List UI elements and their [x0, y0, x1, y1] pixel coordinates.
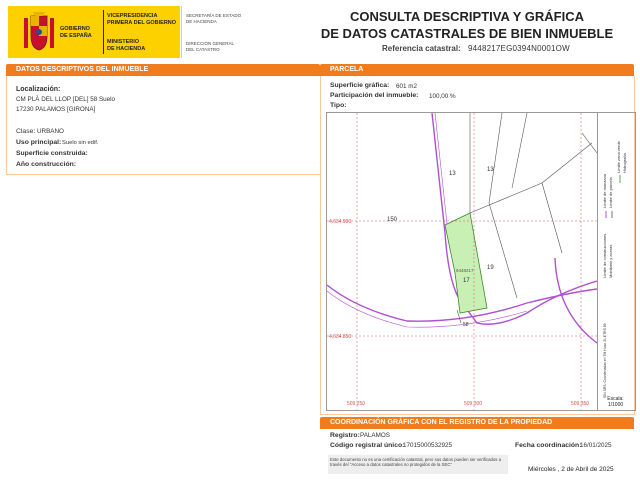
codigo-registral-label: Código registral único: [330, 442, 405, 449]
anio-construccion-label: Año construcción: [16, 161, 77, 168]
participacion-label: Participación del inmueble: [330, 92, 419, 99]
registro-label: Registro: [330, 432, 360, 439]
map-label: 509.350 [571, 401, 590, 407]
direccion-label: DIRECCIÓN GENERAL DEL CATASTRO [186, 41, 235, 52]
uso-label: Uso principal: [16, 139, 62, 146]
svg-text:Límite de construcciones: Límite de construcciones [602, 233, 607, 278]
cadastral-map[interactable] [326, 112, 598, 411]
map-label: 150 [387, 217, 398, 223]
superficie-grafica-value: 601 m2 [396, 83, 418, 90]
fecha-coordinacion-label: Fecha coordinación: [515, 442, 582, 449]
svg-text:Mobiliario y aceras: Mobiliario y aceras [608, 244, 613, 278]
svg-text:SIN SRS: Coordenadas en TM Hus: SIN SRS: Coordenadas en TM Huso 31 ETRS 89 [603, 323, 607, 398]
superficie-construida-label: Superficie construida: [16, 150, 88, 157]
map-label: 509.250 [347, 401, 366, 407]
map-label: 17 [463, 278, 470, 284]
disclaimer-note: Este documento no es una certificación catastral, pero sus datos pueden ser verificados a través del "Acceso a datos catastrales no protegidos de la SEC" [328, 455, 508, 474]
map-label: 19 [487, 265, 494, 271]
svg-text:Límite zona verde: Límite zona verde [616, 141, 621, 173]
ministerio-label: MINISTERIO DE HACIENDA [107, 39, 146, 52]
svg-text:Hidrografía: Hidrografía [622, 153, 627, 173]
secretaria-label: SECRETARÍA DE ESTADO DE HACIENDA [186, 13, 242, 24]
codigo-registral-value: 17015000532925 [403, 442, 453, 449]
map-legend [597, 112, 636, 411]
clase-value: URBANO [37, 128, 64, 135]
map-label: 13 [487, 167, 494, 173]
header-divider [181, 6, 182, 58]
map-label: 9448217 [456, 268, 474, 273]
vicepresidencia-label: VICEPRESIDENCIA PRIMERA DEL GOBIERNO [107, 13, 177, 26]
svg-text:Límite de parcela: Límite de parcela [608, 177, 613, 208]
map-drawing [327, 113, 597, 410]
participacion-value: 100,00 % [429, 93, 456, 100]
issue-date: Miércoles , 2 de Abril de 2025 [528, 466, 614, 473]
scale-indicator: Escala: 1/1000 [607, 396, 624, 408]
coordinacion-section-header: COORDINACIÓN GRÁFICA CON EL REGISTRO DE LA PROPIEDAD [320, 417, 634, 429]
map-label: 13 [449, 171, 456, 177]
localizacion-label: Localización: [16, 86, 61, 93]
referencia-label: Referencia catastral: [382, 44, 461, 53]
registro-value: PALAMOS [360, 432, 390, 439]
datos-section-header: DATOS DESCRIPTIVOS DEL INMUEBLE [6, 64, 320, 76]
map-label: 4.634.850 [329, 334, 352, 340]
parcela-section-header: PARCELA [320, 64, 634, 76]
clase-label: Clase: [16, 128, 36, 135]
gobierno-label: GOBIERNO DE ESPAÑA [60, 26, 92, 39]
map-label: 4.634.900 [329, 219, 352, 225]
page-title: CONSULTA DESCRIPTIVA Y GRÁFICA DE DATOS CATASTRALES DE BIEN INMUEBLE [320, 9, 614, 41]
map-label: 58 [463, 322, 469, 328]
localizacion-line1: CM PLÀ DEL LLOP [DEL] 58 Suelo [16, 96, 116, 103]
superficie-grafica-label: Superficie gráfica: [330, 82, 390, 89]
logo-divider [103, 10, 104, 54]
svg-text:Límite de manzana: Límite de manzana [602, 173, 607, 208]
map-label: 509.300 [464, 401, 483, 407]
tipo-label: Tipo: [330, 102, 347, 109]
coat-of-arms-icon [22, 10, 56, 54]
localizacion-line2: 17230 PALAMOS [GIRONA] [16, 106, 96, 113]
referencia-value: 9448217EG0394N0001OW [468, 44, 570, 53]
fecha-coordinacion-value: 16/01/2025 [580, 442, 612, 449]
uso-value: Suelo sin edif. [62, 140, 99, 146]
